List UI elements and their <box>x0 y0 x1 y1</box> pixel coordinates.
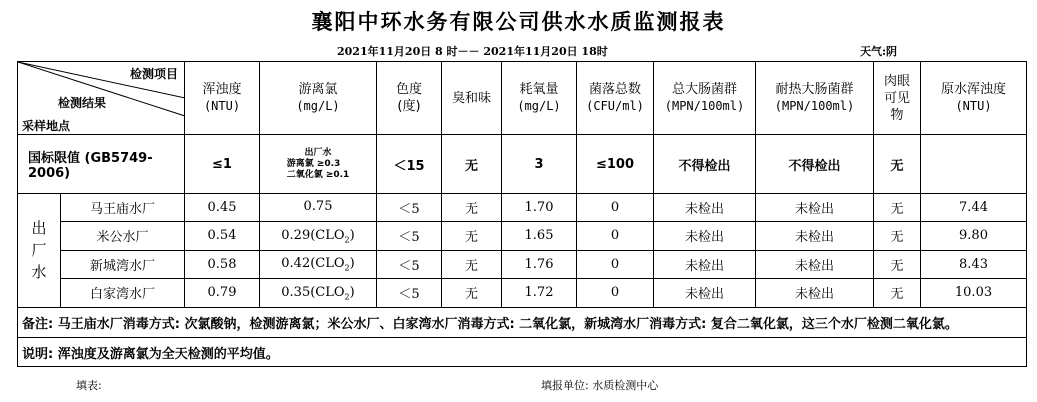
cell-color: ＜5 <box>377 279 442 308</box>
cell-visible: 无 <box>874 279 921 308</box>
col-header-odor: 臭和味 <box>442 62 502 135</box>
cell-raw-turbidity: 9.80 <box>921 222 1027 251</box>
filler-label: 填表: <box>76 379 102 392</box>
table-row <box>18 193 1027 222</box>
limit-colony: ≤100 <box>577 135 654 193</box>
cell-coliform: 未检出 <box>654 250 756 279</box>
cell-oxygen: 1.70 <box>502 193 577 222</box>
cell-turbidity: 0.58 <box>185 250 260 279</box>
reporting-unit: 填报单位: 水质检测中心 <box>541 379 659 392</box>
cell-color: ＜5 <box>377 222 442 251</box>
cell-odor: 无 <box>442 279 502 308</box>
limit-oxygen: 3 <box>502 135 577 193</box>
table-corner-header <box>18 62 185 135</box>
cell-visible: 无 <box>874 193 921 222</box>
cell-color: ＜5 <box>377 250 442 279</box>
limit-turbidity: ≤1 <box>185 135 260 193</box>
limits-label: 国标限值 (GB5749-2006) <box>18 135 185 193</box>
outlet-water-label: 出 厂 水 <box>18 194 61 307</box>
limit-visible: 无 <box>874 135 921 193</box>
cell-turbidity: 0.45 <box>185 193 260 222</box>
cell-chlorine: $0.42(CLO_2)$ <box>260 250 377 279</box>
col-header-colony: 菌落总数 (CFU/ml) <box>577 62 654 135</box>
col-header-oxygen: 耗氧量 (mg/L) <box>502 62 577 135</box>
header-row <box>18 62 1027 135</box>
cell-turbidity: 0.54 <box>185 222 260 251</box>
limit-odor: 无 <box>442 135 502 193</box>
col-header-turbidity: 浑浊度 (NTU) <box>185 62 260 135</box>
remark-text: 备注: 马王庙水厂消毒方式: 次氯酸钠，检测游离氯；米公水厂、白家湾水厂消毒方式: 二氧化氯，新城湾水厂消毒方式: 复合二氧化氯，这三个水厂检测二氧化氯。 <box>18 307 1027 338</box>
limits-row <box>18 135 1027 193</box>
col-header-raw-turbidity: 原水浑浊度 (NTU) <box>921 62 1027 135</box>
cell-raw-turbidity: 8.43 <box>921 250 1027 279</box>
cell-thermo-coliform: 未检出 <box>756 250 874 279</box>
weather: 天气:阴 <box>860 45 898 58</box>
remark-row <box>18 307 1027 338</box>
plant-name: 马王庙水厂 <box>61 194 184 223</box>
cell-oxygen: 1.76 <box>502 250 577 279</box>
cell-turbidity: 0.79 <box>185 279 260 308</box>
water-quality-table <box>17 61 1027 367</box>
explanation-text: 说明: 浑浊度及游离氯为全天检测的平均值。 <box>18 338 1027 367</box>
col-header-color: 色度 (度) <box>377 62 442 135</box>
cell-thermo-coliform: 未检出 <box>756 193 874 222</box>
plant-name: 白家湾水厂 <box>89 287 155 303</box>
corner-result-label: 检测结果 <box>58 96 107 110</box>
limit-color: ＜15 <box>377 135 442 193</box>
cell-odor: 无 <box>442 250 502 279</box>
cell-colony: 0 <box>577 250 654 279</box>
col-header-thermo-coliform: 耐热大肠菌群 (MPN/100ml) <box>756 62 874 135</box>
cell-chlorine: $0.29(CLO_2)$ <box>260 222 377 251</box>
cell-coliform: 未检出 <box>654 222 756 251</box>
plant-name: 新城湾水厂 <box>61 251 184 280</box>
plant-name: 米公水厂 <box>61 222 184 251</box>
cell-coliform: 未检出 <box>654 279 756 308</box>
report-period: 2021年11月20日 8 时－－ 2021年11月20日 18时 <box>337 45 608 58</box>
corner-item-label: 检测项目 <box>129 67 178 81</box>
cell-odor: 无 <box>442 193 502 222</box>
col-header-coliform: 总大肠菌群 (MPN/100ml) <box>654 62 756 135</box>
outlet-group-cell <box>18 193 185 307</box>
cell-raw-turbidity: 10.03 <box>921 279 1027 308</box>
cell-chlorine: $0.35(CLO_2)$ <box>260 279 377 308</box>
cell-oxygen: 1.65 <box>502 222 577 251</box>
cell-colony: 0 <box>577 279 654 308</box>
cell-oxygen: 1.72 <box>502 279 577 308</box>
col-header-free-chlorine: 游离氯 (mg/L) <box>260 62 377 135</box>
cell-colony: 0 <box>577 222 654 251</box>
limit-coliform: 不得检出 <box>654 135 756 193</box>
limit-chlorine: 出厂水 游离氯 ≥0.3 二氧化氯 ≥0.1 <box>260 135 377 193</box>
cell-chlorine: 0.75 <box>260 193 377 222</box>
explanation-row <box>18 338 1027 367</box>
cell-thermo-coliform: 未检出 <box>756 279 874 308</box>
cell-odor: 无 <box>442 222 502 251</box>
cell-colony: 0 <box>577 193 654 222</box>
limit-raw-turbidity <box>921 135 1027 193</box>
report-title: 襄阳中环水务有限公司供水水质监测报表 <box>311 9 726 34</box>
cell-visible: 无 <box>874 222 921 251</box>
col-header-visible-matter: 肉眼 可见 物 <box>874 62 921 135</box>
cell-thermo-coliform: 未检出 <box>756 222 874 251</box>
corner-site-label: 采样地点 <box>22 119 71 133</box>
cell-visible: 无 <box>874 250 921 279</box>
cell-raw-turbidity: 7.44 <box>921 193 1027 222</box>
cell-coliform: 未检出 <box>654 193 756 222</box>
limit-thermo-coliform: 不得检出 <box>756 135 874 193</box>
cell-color: ＜5 <box>377 193 442 222</box>
